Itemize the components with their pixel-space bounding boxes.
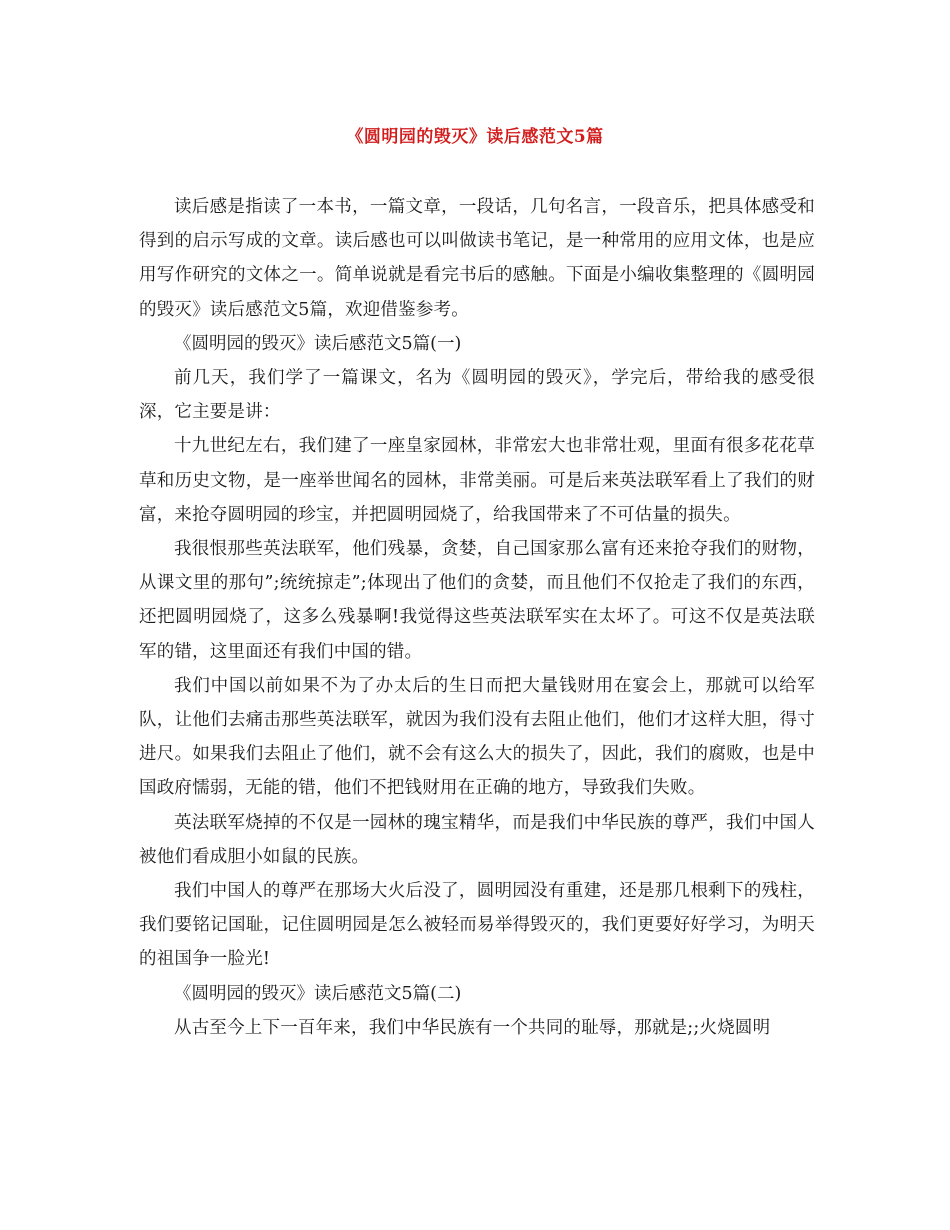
paragraph: 十九世纪左右，我们建了一座皇家园林，非常宏大也非常壮观，里面有很多花花草草和历史文物，是一座举世闻名的园林，非常美丽。可是后来英法联军看上了我们的财富，来抢夺圆明园的珍宝，并把圆明园烧了，给我国带来了不可估量的损失。 <box>139 436 815 525</box>
paragraph: 我很恨那些英法联军，他们残暴，贪婪，自己国家那么富有还来抢夺我们的财物，从课文里的那句”;统统掠走”;体现出了他们的贪婪，而且他们不仅抢走了我们的东西，还把圆明园烧了，这多么残暴啊!我觉得这些英法联军实在太坏了。可这不仅是英法联军的错，这里面还有我们中国的错。 <box>139 539 815 662</box>
paragraph: 前几天，我们学了一篇课文，名为《圆明园的毁灭》，学完后，带给我的感受很深，它主要是讲： <box>139 368 815 423</box>
document-title: 《圆明园的毁灭》读后感范文5篇 <box>346 127 604 147</box>
paragraph-intro: 读后感是指读了一本书，一篇文章，一段话，几句名言，一段音乐，把具体感受和得到的启示写成的文章。读后感也可以叫做读书笔记，是一种常用的应用文体，也是应用写作研究的文体之一。简单说就是看完书后的感触。下面是小编收集整理的《圆明园的毁灭》读后感范文5篇，欢迎借鉴参考。 <box>139 197 815 320</box>
section-heading-1: 《圆明园的毁灭》读后感范文5篇(一) <box>174 333 462 354</box>
paragraph: 英法联军烧掉的不仅是一园林的瑰宝精华，而是我们中华民族的尊严，我们中国人被他们看成胆小如鼠的民族。 <box>139 812 815 867</box>
paragraph: 我们中国人的尊严在那场大火后没了，圆明园没有重建，还是那几根剩下的残柱，我们要铭记国耻，记住圆明园是怎么被轻而易举得毁灭的，我们更要好好学习，为明天的祖国争一脸光! <box>139 881 815 970</box>
paragraph: 从古至今上下一百年来，我们中华民族有一个共同的耻辱，那就是;;火烧圆明 <box>174 1017 771 1038</box>
section-heading-2: 《圆明园的毁灭》读后感范文5篇(二) <box>174 983 462 1004</box>
document-body <box>139 190 815 1045</box>
paragraph: 我们中国以前如果不为了办太后的生日而把大量钱财用在宴会上，那就可以给军队，让他们去痛击那些英法联军，就因为我们没有去阻止他们，他们才这样大胆，得寸进尺。如果我们去阻止了他们，就不会有这么大的损失了，因此，我们的腐败，也是中国政府懦弱，无能的错，他们不把钱财用在正确的地方，导致我们失败。 <box>139 675 815 799</box>
